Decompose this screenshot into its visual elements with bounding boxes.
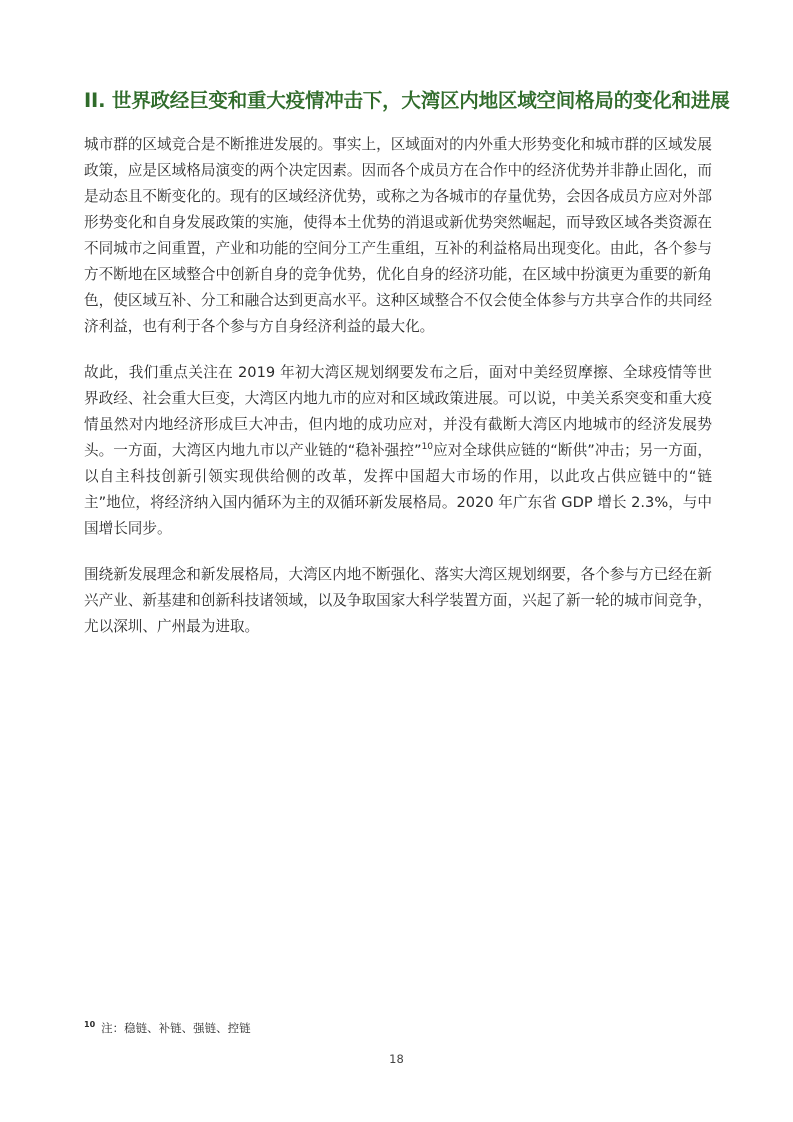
paragraph-2-part-1: 故此，我们重点关注在 2019 年初大湾区规划纲要发布之后，面对中美经贸摩擦、全球疫情等世界政经、社会重大巨变，大湾区内地九市的应对和区域政策进展。可以说，中美关系突变和重大疫情虽然对内地经济形成巨大冲击，但内地的成功应对，并没有截断大湾区内地城市的经济发展势头。一方面，大湾区内地九市以产业链的“稳补强控” xyxy=(84,364,712,459)
footnote-text: 注：稳链、补链、强链、控链 xyxy=(101,1020,251,1035)
footnote xyxy=(84,1017,704,1036)
paragraph-1: 城市群的区域竞合是不断推进发展的。事实上，区域面对的内外重大形势变化和城市群的区域发展政策，应是区域格局演变的两个决定因素。因而各个成员方在合作中的经济优势并非静止固化，而是动态且不断变化的。现有的区域经济优势，或称之为各城市的存量优势，会因各成员方应对外部形势变化和自身发展政策的实施，使得本土优势的消退或新优势突然崛起，而导致区域各类资源在不同城市之间重置，产业和功能的空间分工产生重组，互补的利益格局出现变化。由此，各个参与方不断地在区域整合中创新自身的竞争优势，优化自身的经济功能，在区域中扮演更为重要的新角色，使区域互补、分工和融合达到更高水平。这种区域整合不仅会使全体参与方共享合作的共同经济利益，也有利于各个参与方自身经济利益的最大化。 xyxy=(84,136,712,335)
footnote-number: 10 xyxy=(84,1020,96,1029)
footnote-reference[interactable]: 10 xyxy=(421,442,434,453)
paragraph-2-part-2: 应对全球供应链的“断供”冲击；另一方面，以自主科技创新引领实现供给侧的改革，发挥中国超大市场的作用，以此攻占供应链中的“链主”地位，将经济纳入国内循环为主的双循环新发展格局。2020 年广东省 GDP 增长 2.3%，与中国增长同步。 xyxy=(84,442,713,537)
page-number: 18 xyxy=(389,1052,404,1066)
paragraph-3: 围绕新发展理念和新发展格局，大湾区内地不断强化、落实大湾区规划纲要，各个参与方已经在新兴产业、新基建和创新科技诸领域，以及争取国家大科学装置方面，兴起了新一轮的城市间竞争，尤以深圳、广州最为进取。 xyxy=(84,566,712,635)
section-heading: II. 世界政经巨变和重大疫情冲击下，大湾区内地区域空间格局的变化和进展 xyxy=(84,89,730,112)
paragraph-2 xyxy=(84,360,712,542)
body-text xyxy=(84,132,712,660)
